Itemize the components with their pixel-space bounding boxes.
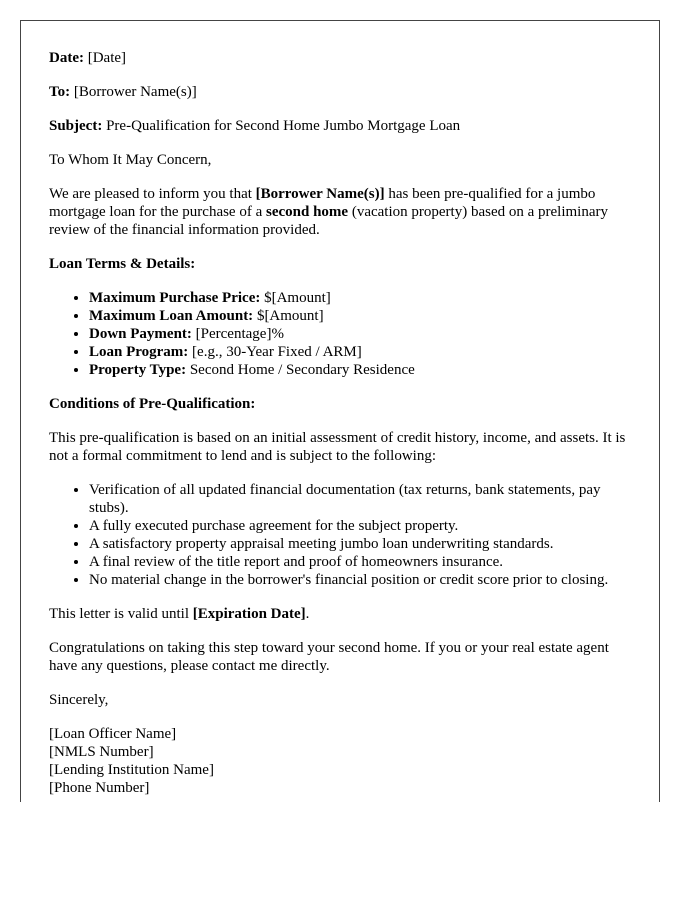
loan-terms-heading	[49, 255, 631, 273]
loan-term-label: Property Type:	[89, 362, 187, 378]
subject-line	[49, 117, 631, 135]
conditions-intro: This pre-qualification is based on an initial assessment of credit history, income, and assets. It is not a formal commitment to lend and is subject to the following:	[49, 430, 626, 464]
conditions-list	[49, 481, 631, 589]
loan-term-label: Down Payment:	[89, 326, 192, 342]
letter-page	[20, 20, 660, 802]
loan-term-label: Maximum Purchase Price:	[89, 290, 261, 306]
signoff: Sincerely,	[49, 692, 109, 708]
loan-term-label: Loan Program:	[89, 344, 189, 360]
loan-term-value: Second Home / Secondary Residence	[186, 362, 415, 378]
nmls-number: [NMLS Number]	[49, 744, 154, 760]
subject-label: Subject:	[49, 118, 103, 134]
loan-term-value: $[Amount]	[253, 308, 324, 324]
conditions-heading	[49, 395, 631, 413]
letter-content	[21, 21, 659, 797]
condition-item: • A final review of the title report and proof of homeowners insurance.	[89, 553, 631, 571]
to-label: To:	[49, 84, 71, 100]
subject-value: Pre-Qualification for Second Home Jumbo Mortgage Loan	[106, 118, 461, 134]
officer-name: [Loan Officer Name]	[49, 726, 177, 742]
loan-term-item	[89, 289, 631, 307]
condition-item: • A fully executed purchase agreement for the subject property.	[89, 517, 631, 535]
intro-part1: We are pleased to inform you that	[49, 186, 256, 202]
condition-item: • A satisfactory property appraisal meeting jumbo loan underwriting standards.	[89, 535, 631, 553]
loan-term-value: $[Amount]	[260, 290, 331, 306]
loan-term-item	[89, 325, 631, 343]
institution-name: [Lending Institution Name]	[49, 762, 214, 778]
loan-term-label: Maximum Loan Amount:	[89, 308, 254, 324]
salutation: To Whom It May Concern,	[49, 152, 212, 168]
intro-paragraph	[49, 185, 631, 239]
to-value: [Borrower Name(s)]	[73, 84, 197, 100]
loan-term-value: [e.g., 30-Year Fixed / ARM]	[188, 344, 362, 360]
loan-term-item	[89, 307, 631, 325]
phone-number: [Phone Number]	[49, 780, 150, 796]
intro-part3: (vacation property) based on a preliminary review of the financial information provided.	[49, 204, 608, 238]
expiration-date: [Expiration Date]	[192, 606, 306, 622]
to-line	[49, 83, 631, 101]
validity-part1: This letter is valid until	[49, 606, 193, 622]
intro-borrower: [Borrower Name(s)]	[255, 186, 385, 202]
condition-item: • Verification of all updated financial documentation (tax returns, bank statements, pay stubs).	[89, 481, 631, 517]
loan-term-value: [Percentage]%	[191, 326, 284, 342]
loan-terms-list	[49, 289, 631, 379]
date-label: Date:	[49, 50, 84, 66]
validity-line	[49, 605, 631, 623]
date-value: [Date]	[87, 50, 127, 66]
intro-part2: has been pre-qualified for a jumbo mortgage loan for the purchase of a	[49, 186, 596, 220]
condition-item: • No material change in the borrower's financial position or credit score prior to closing.	[89, 571, 631, 589]
loan-terms-heading-text: Loan Terms & Details:	[49, 256, 196, 272]
signature-block	[49, 725, 631, 797]
intro-second-home: second home	[266, 204, 349, 220]
date-line	[49, 49, 631, 67]
loan-term-item	[89, 361, 631, 379]
validity-part2: .	[305, 606, 310, 622]
conditions-heading-text: Conditions of Pre-Qualification:	[49, 396, 256, 412]
closing-paragraph: Congratulations on taking this step toward your second home. If you or your real estate agent have any questions, please contact me directly.	[49, 640, 609, 674]
loan-term-item	[89, 343, 631, 361]
